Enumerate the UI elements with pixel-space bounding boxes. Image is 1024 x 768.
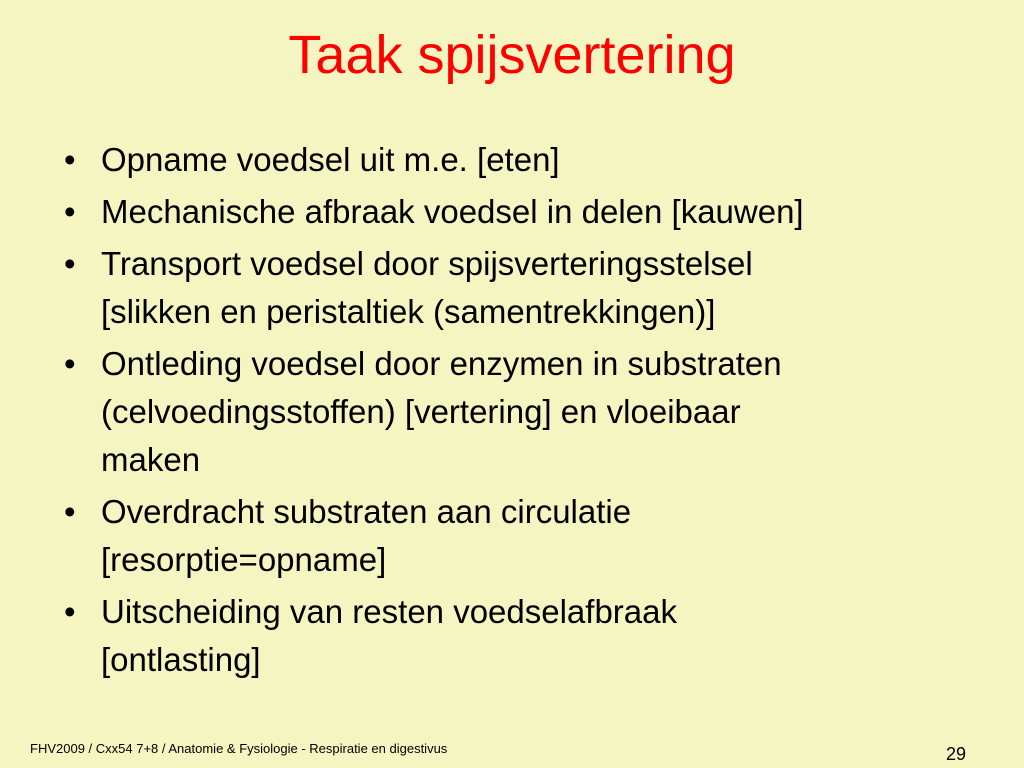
bullet-text-line: Transport voedsel door spijsverteringsstelsel	[101, 245, 753, 282]
footer-text: FHV2009 / Cxx54 7+8 / Anatomie & Fysiologie - Respiratie en digestivus	[30, 741, 448, 756]
bullet-text-line: [slikken en peristaltiek (samentrekkingen)]	[101, 293, 716, 330]
bullet-text-line: (celvoedingsstoffen) [vertering] en vloeibaar	[101, 393, 741, 430]
bullet-text-line: [resorptie=opname]	[101, 541, 387, 578]
bullet-item	[58, 340, 988, 484]
bullet-marker: •	[64, 193, 76, 230]
bullet-text-line: Ontleding voedsel door enzymen in substraten	[101, 345, 782, 382]
bullet-item	[58, 488, 988, 584]
bullet-marker: •	[64, 593, 76, 630]
bullet-marker: •	[64, 245, 76, 282]
bullet-text-line: Mechanische afbraak voedsel in delen [kauwen]	[101, 193, 804, 230]
bullet-marker: •	[64, 141, 76, 178]
bullet-marker: •	[64, 493, 76, 530]
bullet-marker: •	[64, 345, 76, 382]
bullet-text-line: Opname voedsel uit m.e. [eten]	[101, 141, 560, 178]
bullet-item	[58, 188, 988, 236]
bullet-item	[58, 240, 988, 336]
slide-title: Taak spijsvertering	[288, 25, 736, 85]
slide-number: 29	[945, 744, 966, 764]
bullet-list	[58, 136, 988, 688]
bullet-text-line: maken	[101, 441, 201, 478]
bullet-item	[58, 588, 988, 684]
bullet-text-line: [ontlasting]	[101, 641, 261, 678]
bullet-item	[58, 136, 988, 184]
bullet-text-line: Overdracht substraten aan circulatie	[101, 493, 632, 530]
bullet-text-line: Uitscheiding van resten voedselafbraak	[101, 593, 678, 630]
